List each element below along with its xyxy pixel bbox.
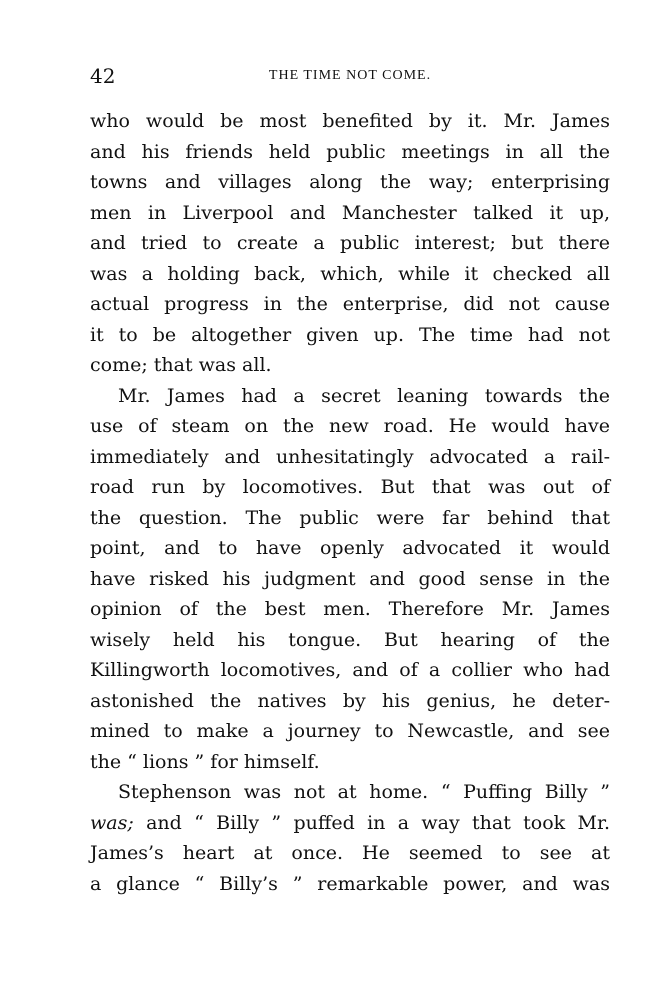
italic-word: was; <box>90 811 134 834</box>
text-line: was a holding back, which, while it checked all <box>90 262 610 285</box>
text-line: it to be altogether given up. The time had not <box>90 323 610 346</box>
text-line: point, and to have openly advocated it would <box>90 537 610 559</box>
body-text <box>90 106 610 899</box>
running-head <box>90 64 610 88</box>
text-line: wisely held his tongue. But hearing of the <box>90 628 610 651</box>
text-line: road run by locomotives. But that was out of <box>90 476 610 498</box>
text-line: a glance “ Billy’s ” remarkable power, and was <box>90 872 610 895</box>
text-line: immediately and unhesitatingly advocated a rail- <box>90 445 610 468</box>
text-line: actual progress in the enterprise, did not cause <box>90 293 610 315</box>
text-line: use of steam on the new road. He would have <box>90 415 610 437</box>
text-line: the “ lions ” for himself. <box>90 750 320 773</box>
text-line: men in Liverpool and Manchester talked it up, <box>90 201 610 224</box>
text-line: mined to make a journey to Newcastle, and see <box>90 720 610 742</box>
text-line: Mr. James had a secret leaning towards the <box>118 384 610 407</box>
text-line-with-italic <box>90 808 610 839</box>
text-line: opinion of the best men. Therefore Mr. James <box>90 598 610 620</box>
text-line: and tried to create a public interest; but there <box>90 232 610 254</box>
text-line: towns and villages along the way; enterprising <box>90 171 610 193</box>
text-line: astonished the natives by his genius, he deter- <box>90 689 610 712</box>
text-line: come; that was all. <box>90 354 272 376</box>
running-title: THE TIME NOT COME. <box>268 68 432 83</box>
text-line: have risked his judgment and good sense in the <box>90 567 610 590</box>
text-line: who would be most benefited by it. Mr. James <box>90 110 610 132</box>
text-line: Stephenson was not at home. “ Puffing Billy ” <box>118 781 610 803</box>
text-line: James’s heart at once. He seemed to see at <box>90 842 610 864</box>
page-number: 42 <box>90 64 116 88</box>
text-line: Killingworth locomotives, and of a collier who had <box>90 659 610 681</box>
text-line: and his friends held public meetings in all the <box>90 140 610 163</box>
text-line: the question. The public were far behind that <box>90 506 610 529</box>
text-line-rest: and “ Billy ” puffed in a way that took Mr. <box>146 811 610 834</box>
